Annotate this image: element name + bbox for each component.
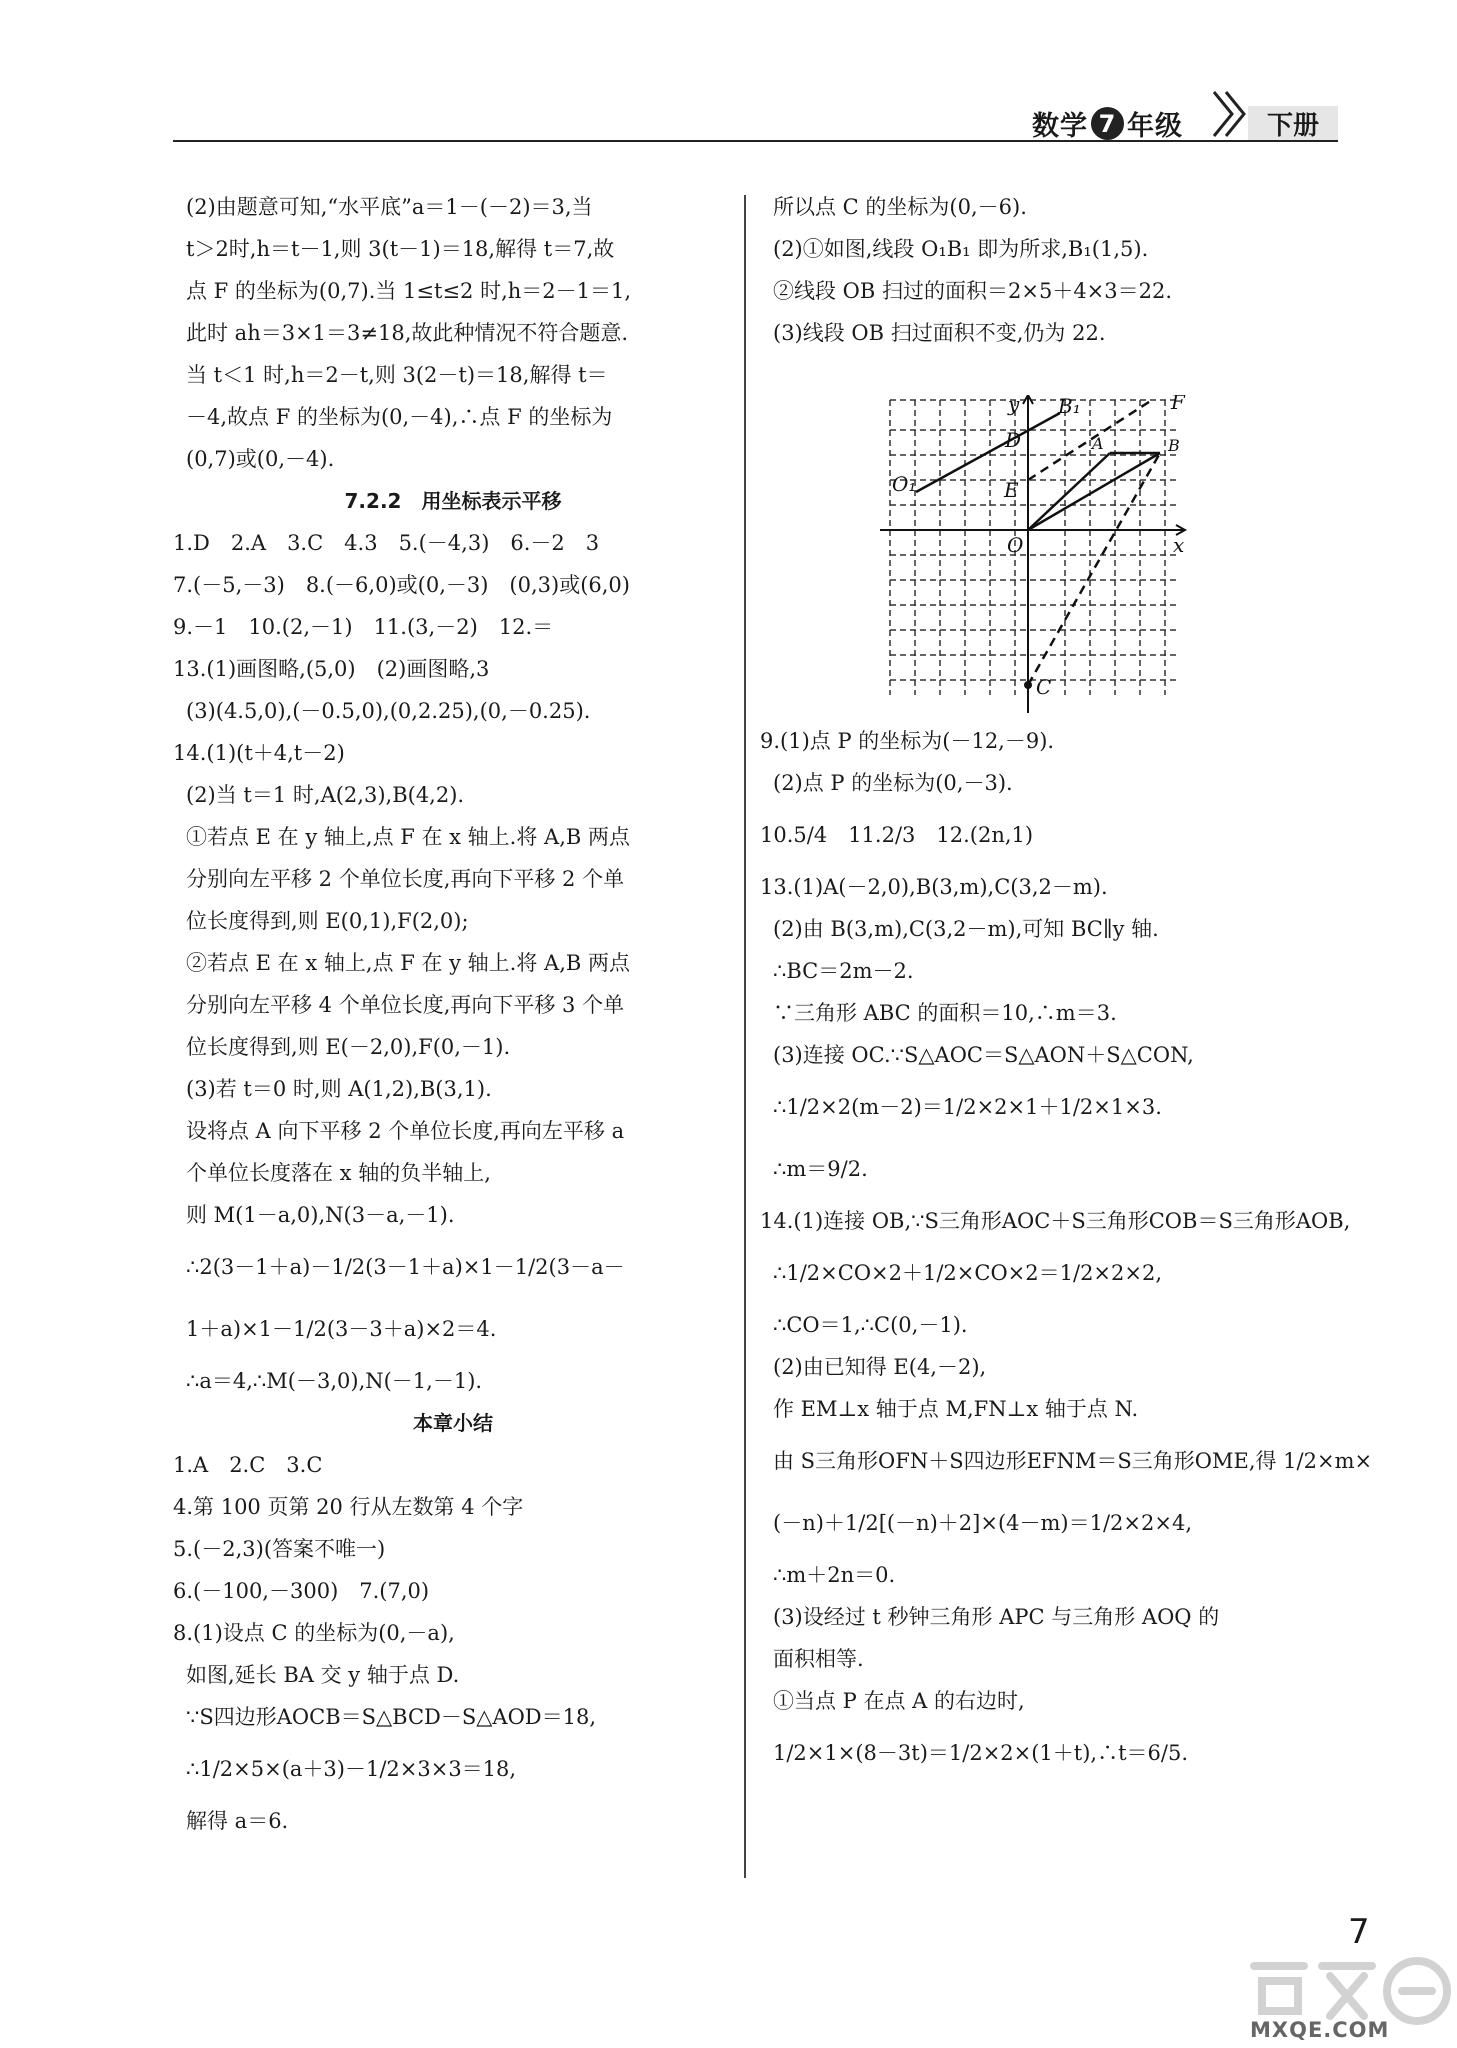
coordinate-grid-figure [880,395,1200,715]
text-line: (2)当 t＝1 时,A(2,3),B(4,2). [186,783,465,807]
formula-line: 1＋a)×1－1/2(3－3＋a)×2＝4. [186,1317,497,1341]
grade-badge: 7 [1091,107,1124,140]
text-line: 4.第 100 页第 20 行从左数第 4 个字 [173,1495,524,1519]
text-line: (3)线段 OB 扫过面积不变,仍为 22. [773,321,1106,345]
text-line: ∴BC＝2m－2. [773,959,914,983]
formula-line: ∴1/2×CO×2＋1/2×CO×2＝1/2×2×2, [773,1261,1163,1285]
text-line: 分别向左平移 2 个单位长度,再向下平移 2 个单 [186,867,625,891]
text-line: (2)①如图,线段 O₁B₁ 即为所求,B₁(1,5). [773,237,1149,261]
label-f: F [1171,395,1185,414]
dashed-grid [890,400,1180,695]
page-number: 7 [1348,1912,1370,1952]
right-column-top [760,186,1340,354]
text-line: ②若点 E 在 x 轴上,点 F 在 y 轴上.将 A,B 两点 [186,951,630,975]
text-line: 作 EM⊥x 轴于点 M,FN⊥x 轴于点 N. [773,1397,1139,1421]
column-divider [744,195,746,1878]
text-line: 则 M(1－a,0),N(3－a,－1). [186,1203,455,1227]
header-subject: 数学 [1032,111,1088,142]
label-y: y [1008,395,1020,416]
text-line: 9.－1 10.(2,－1) 11.(3,－2) 12.＝ [173,615,554,639]
text-line: 8.(1)设点 C 的坐标为(0,－a), [173,1621,455,1645]
text-line: 此时 ah＝3×1＝3≠18,故此种情况不符合题意. [186,321,629,345]
text-line: 5.(－2,3)(答案不唯一) [173,1537,386,1561]
text-line: 解得 a＝6. [186,1809,289,1833]
text-line: (3)若 t＝0 时,则 A(1,2),B(3,1). [186,1077,492,1101]
text-line: ∵S四边形AOCB＝S△BCD－S△AOD＝18, [186,1705,597,1729]
text-line: (3)(4.5,0),(－0.5,0),(0,2.25),(0,－0.25). [186,699,591,723]
text-line: 当 t＜1 时,h＝2－t,则 3(2－t)＝18,解得 t＝ [186,363,608,387]
label-d: D [1005,428,1022,452]
double-chevron-icon [1212,88,1252,140]
text-line: ∵三角形 ABC 的面积＝10,∴m＝3. [773,1001,1117,1025]
formula-line: ∴2(3－1＋a)－1/2(3－1＋a)×1－1/2(3－a－ [186,1255,625,1279]
header-volume: 下册 [1248,106,1338,140]
text-line: (2)点 P 的坐标为(0,－3). [773,771,1013,795]
formula-line: ∴m＝9/2. [773,1157,868,1181]
label-b1: B₁ [1058,395,1081,418]
header-title [1032,104,1183,143]
label-c: C [1036,675,1052,699]
label-e: E [1004,478,1019,502]
text-line: 13.(1)A(－2,0),B(3,m),C(3,2－m). [760,875,1108,899]
point-c [1024,681,1032,689]
formula-line: (－n)＋1/2[(－n)＋2]×(4－m)＝1/2×2×4, [773,1511,1193,1535]
label-o1: O₁ [892,472,917,496]
text-line: ∴a＝4,∴M(－3,0),N(－1,－1). [186,1369,483,1393]
formula-line: 1/2×1×(8－3t)＝1/2×2×(1＋t),∴t＝6/5. [773,1741,1189,1765]
text-line: 14.(1)(t＋4,t－2) [173,741,345,765]
text-line: (3)设经过 t 秒钟三角形 APC 与三角形 AOQ 的 [773,1605,1220,1629]
text-line: 9.(1)点 P 的坐标为(－12,－9). [760,729,1055,753]
label-o: O [1007,533,1024,557]
label-a: A [1092,434,1104,453]
text-line: (2)由已知得 E(4,－2), [773,1355,987,1379]
text-line: 7.(－5,－3) 8.(－6,0)或(0,－3) (0,3)或(6,0) [173,573,630,597]
text-line: 面积相等. [773,1647,864,1671]
text-line: 所以点 C 的坐标为(0,－6). [773,195,1027,219]
section-heading: 7.2.2 用坐标表示平移 [344,489,562,513]
formula-line: ∴1/2×5×(a＋3)－1/2×3×3＝18, [186,1757,517,1781]
watermark-text: MXQE.COM [1250,2018,1390,2042]
text-line: (2)由题意可知,“水平底”a＝1－(－2)＝3,当 [186,195,593,219]
text-line: (0,7)或(0,－4). [186,447,335,471]
text-line: 13.(1)画图略,(5,0) (2)画图略,3 [173,657,490,681]
left-column [173,186,733,1842]
text-line: 如图,延长 BA 交 y 轴于点 D. [186,1663,460,1687]
right-column-bottom [760,720,1373,1784]
text-line: t＞2时,h＝t－1,则 3(t－1)＝18,解得 t＝7,故 [186,237,615,261]
text-line: ①若点 E 在 y 轴上,点 F 在 x 轴上.将 A,B 两点 [186,825,630,849]
text-line: ①当点 P 在点 A 的右边时, [773,1689,1025,1713]
text-line: 14.(1)连接 OB,∵S三角形AOC＋S三角形COB＝S三角形AOB, [760,1209,1351,1233]
label-x: x [1173,533,1185,557]
text-line: ∴m＋2n＝0. [773,1563,896,1587]
text-line: 点 F 的坐标为(0,7).当 1≤t≤2 时,h＝2－1＝1, [186,279,632,303]
section-heading: 本章小结 [413,1411,493,1435]
text-line: 分别向左平移 4 个单位长度,再向下平移 3 个单 [186,993,625,1017]
formula-line: 10.5/4 11.2/3 12.(2n,1) [760,823,1034,847]
text-line: －4,故点 F 的坐标为(0,－4),∴点 F 的坐标为 [186,405,613,429]
text-line: (3)连接 OC.∵S△AOC＝S△AON＋S△CON, [773,1043,1194,1067]
text-line: 1.D 2.A 3.C 4.3 5.(－4,3) 6.－2 3 [173,531,600,555]
label-b: B [1168,436,1180,455]
text-line: 位长度得到,则 E(0,1),F(2,0); [186,909,469,933]
text-line: 个单位长度落在 x 轴的负半轴上, [186,1161,491,1185]
header-grade-suffix: 年级 [1127,111,1183,142]
text-line: 设将点 A 向下平移 2 个单位长度,再向左平移 a [186,1119,625,1143]
formula-line: ∴1/2×2(m－2)＝1/2×2×1＋1/2×1×3. [773,1095,1162,1119]
text-line: ②线段 OB 扫过的面积＝2×5＋4×3＝22. [773,279,1173,303]
text-line: 位长度得到,则 E(－2,0),F(0,－1). [186,1035,511,1059]
text-line: 6.(－100,－300) 7.(7,0) [173,1579,430,1603]
formula-line: 由 S三角形OFN＋S四边形EFNM＝S三角形OME,得 1/2×m× [773,1449,1373,1473]
text-line: (2)由 B(3,m),C(3,2－m),可知 BC∥y 轴. [773,917,1159,941]
text-line: 1.A 2.C 3.C [173,1453,323,1477]
text-line: ∴CO＝1,∴C(0,－1). [773,1313,968,1337]
